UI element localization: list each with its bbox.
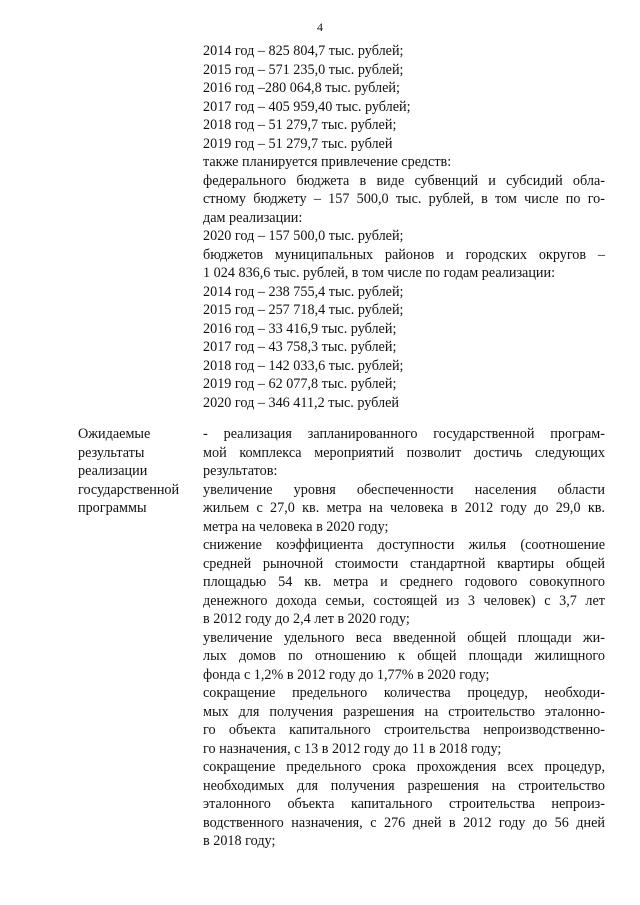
text-line: мой комплекса мероприятий позволит достичь следующих: [203, 444, 605, 461]
text-line: 2017 год – 405 959,40 тыс. рублей;: [203, 98, 411, 115]
text-line: увеличение удельного веса введенной общей площади жи-: [203, 629, 605, 646]
page-number: 4: [317, 20, 323, 34]
text-line: также планируется привлечение средств:: [203, 154, 452, 170]
text-line: необходимых для получения разрешения на строительство: [203, 777, 605, 794]
text-line: федерального бюджета в виде субвенций и субсидий обла-: [203, 172, 605, 189]
text-line: метра на человека в 2020 году;: [203, 518, 389, 535]
text-line: 2018 год – 142 033,6 тыс. рублей;: [203, 357, 404, 374]
text-line: лых домов по отношению к общей площади жилищного: [203, 648, 605, 664]
text-line: дам реализации:: [203, 209, 303, 226]
label-line: Ожидаемые: [78, 426, 151, 442]
row-label-expected-results: [78, 425, 198, 518]
text-line: 2015 год – 257 718,4 тыс. рублей;: [203, 302, 404, 318]
text-line: площадью 54 кв. метра и среднего годового совокупного: [203, 574, 605, 590]
text-line: 2014 год – 238 755,4 тыс. рублей;: [203, 283, 404, 300]
text-line: фонда с 1,2% в 2012 году до 1,77% в 2020 году;: [203, 666, 490, 683]
text-line: результатов:: [203, 463, 278, 479]
text-line: - реализация запланированного государственной програм-: [203, 426, 605, 442]
text-line: 2020 год – 346 411,2 тыс. рублей: [203, 394, 400, 411]
text-line: го назначения, с 13 в 2012 году до 11 в 2018 году;: [203, 740, 502, 757]
text-line: 2015 год – 571 235,0 тыс. рублей;: [203, 61, 404, 78]
text-line: эталонного объекта капитального строительства непроиз-: [203, 796, 605, 812]
text-line: сокращение предельного срока прохождения всех процедур,: [203, 759, 605, 775]
text-line: увеличение уровня обеспеченности населения области: [203, 481, 605, 498]
text-line: бюджетов муниципальных районов и городских округов –: [203, 246, 605, 263]
text-line: 2016 год –280 064,8 тыс. рублей;: [203, 80, 400, 96]
text-line: 2017 год – 43 758,3 тыс. рублей;: [203, 339, 397, 355]
text-line: 2019 год – 51 279,7 тыс. рублей: [203, 135, 393, 152]
text-line: водственного назначения, с 276 дней в 2012 году до 56 дней: [203, 814, 605, 831]
text-line: 2016 год – 33 416,9 тыс. рублей;: [203, 320, 397, 337]
text-line: 2020 год – 157 500,0 тыс. рублей;: [203, 228, 404, 244]
text-line: в 2018 году;: [203, 833, 276, 849]
text-line: 2018 год – 51 279,7 тыс. рублей;: [203, 117, 397, 133]
text-line: 1 024 836,6 тыс. рублей, в том числе по годам реализации:: [203, 265, 556, 281]
text-line: 2019 год – 62 077,8 тыс. рублей;: [203, 376, 397, 392]
expected-results-block: [203, 425, 605, 851]
label-line: результаты: [78, 444, 145, 461]
label-line: реализации: [78, 463, 148, 479]
text-line: средней рыночной стоимости стандартной квартиры общей: [203, 555, 605, 572]
text-line: сокращение предельного количества процедур, необходи-: [203, 685, 605, 701]
text-line: жильем с 27,0 кв. метра на человека в 2012 году до 29,0 кв.: [203, 500, 605, 516]
text-line: мых для получения разрешения на строительство эталонно-: [203, 703, 605, 720]
label-line: государственной: [78, 481, 180, 498]
text-line: в 2012 году до 2,4 лет в 2020 году;: [203, 611, 410, 627]
text-line: го объекта капитального строительства непроизводственно-: [203, 722, 605, 738]
text-line: денежного дохода семьи, состоящей из 3 человек) с 3,7 лет: [203, 592, 605, 609]
text-line: стному бюджету – 157 500,0 тыс. рублей, в том числе по го-: [203, 191, 605, 207]
text-line: 2014 год – 825 804,7 тыс. рублей;: [203, 43, 404, 59]
text-line: снижение коэффициента доступности жилья (соотношение: [203, 537, 605, 553]
funding-block: [203, 42, 605, 412]
label-line: программы: [78, 500, 147, 516]
